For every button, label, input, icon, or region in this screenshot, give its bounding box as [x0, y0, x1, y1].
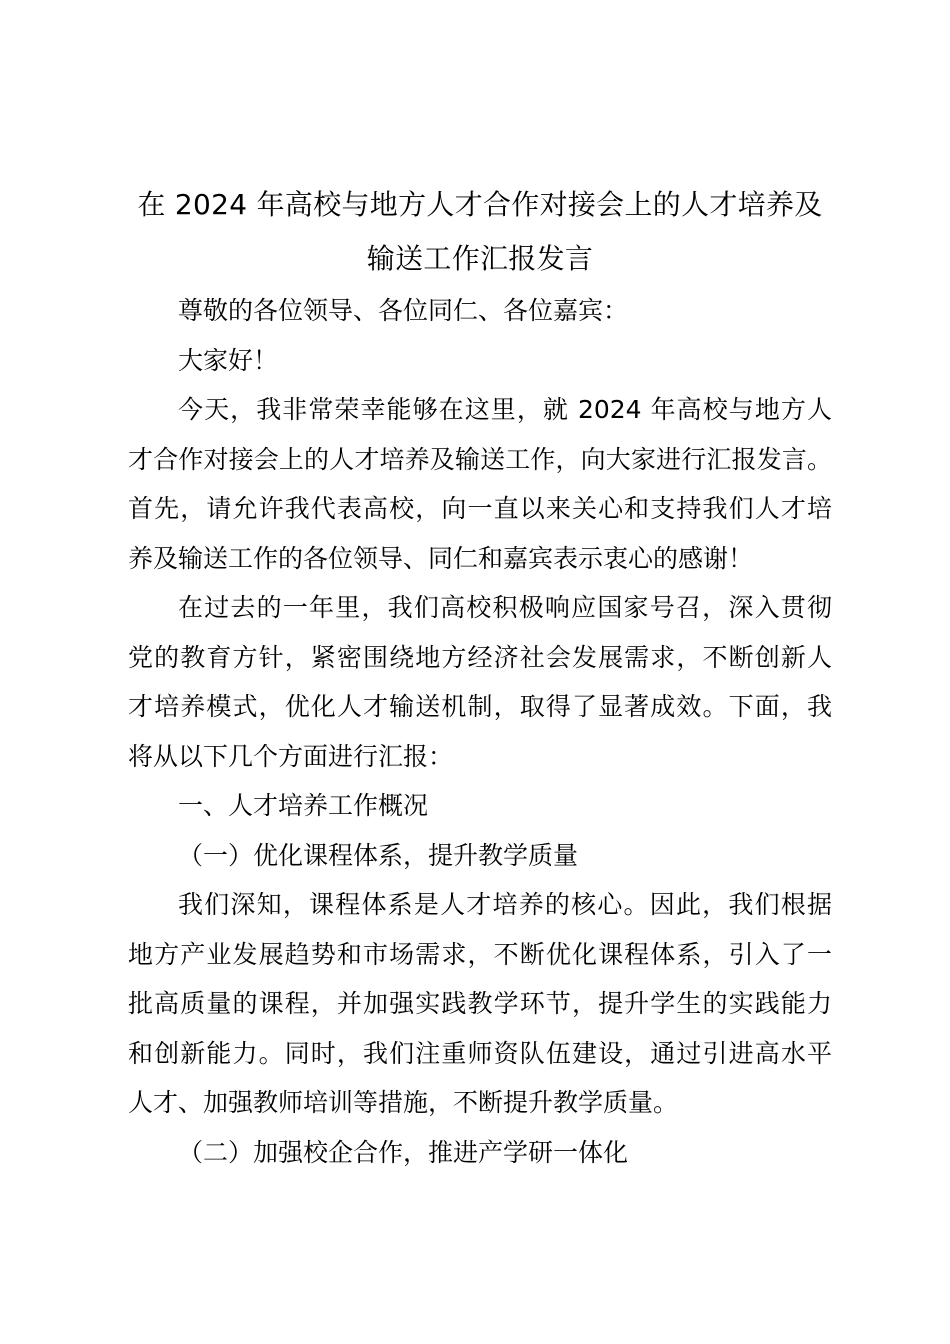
paragraph-line: 将从以下几个方面进行汇报： — [128, 741, 454, 771]
paragraph-line: 在过去的一年里，我们高校积极响应国家号召，深入贯彻 — [178, 593, 832, 622]
paragraph-line: 养及输送工作的各位领导、同仁和嘉宾表示衷心的感谢！ — [128, 543, 754, 573]
paragraph-line: 和创新能力。同时，我们注重师资队伍建设，通过引进高水平 — [128, 1038, 832, 1068]
paragraph-line: 首先，请允许我代表高校，向一直以来关心和支持我们人才培 — [128, 494, 832, 523]
section-heading: 一、人才培养工作概况 — [178, 791, 429, 820]
subsection-heading: （二）加强校企合作，推进产学研一体化 — [178, 1137, 629, 1167]
greeting: 大家好！ — [178, 345, 279, 375]
paragraph-line: 地方产业发展趋势和市场需求，不断优化课程体系，引入了一 — [128, 939, 832, 969]
paragraph-line: 才合作对接会上的人才培养及输送工作，向大家进行汇报发言。 — [128, 444, 832, 474]
document-title — [128, 178, 832, 286]
paragraph-curriculum — [128, 880, 832, 1128]
paragraph-line: 今天，我非常荣幸能够在这里，就 2024 年高校与地方人 — [178, 395, 832, 424]
paragraph-overview — [128, 583, 832, 781]
paragraph-line: 批高质量的课程，并加强实践教学环节，提升学生的实践能力 — [128, 989, 832, 1018]
paragraph-line: 才培养模式，优化人才输送机制，取得了显著成效。下面，我 — [128, 692, 832, 721]
paragraph-line: 我们深知，课程体系是人才培养的核心。因此，我们根据 — [178, 890, 832, 919]
paragraph-opening — [128, 385, 832, 583]
salutation: 尊敬的各位领导、各位同仁、各位嘉宾： — [178, 296, 629, 325]
paragraph-line: 人才、加强教师培训等措施，不断提升教学质量。 — [128, 1088, 679, 1117]
title-line: 输送工作汇报发言 — [366, 242, 594, 275]
subsection-heading: （一）优化课程体系，提升教学质量 — [178, 840, 579, 870]
paragraph-line: 党的教育方针，紧密围绕地方经济社会发展需求，不断创新人 — [128, 642, 832, 672]
document-body — [128, 178, 832, 1177]
title-line: 在 2024 年高校与地方人才合作对接会上的人才培养及 — [137, 188, 823, 221]
